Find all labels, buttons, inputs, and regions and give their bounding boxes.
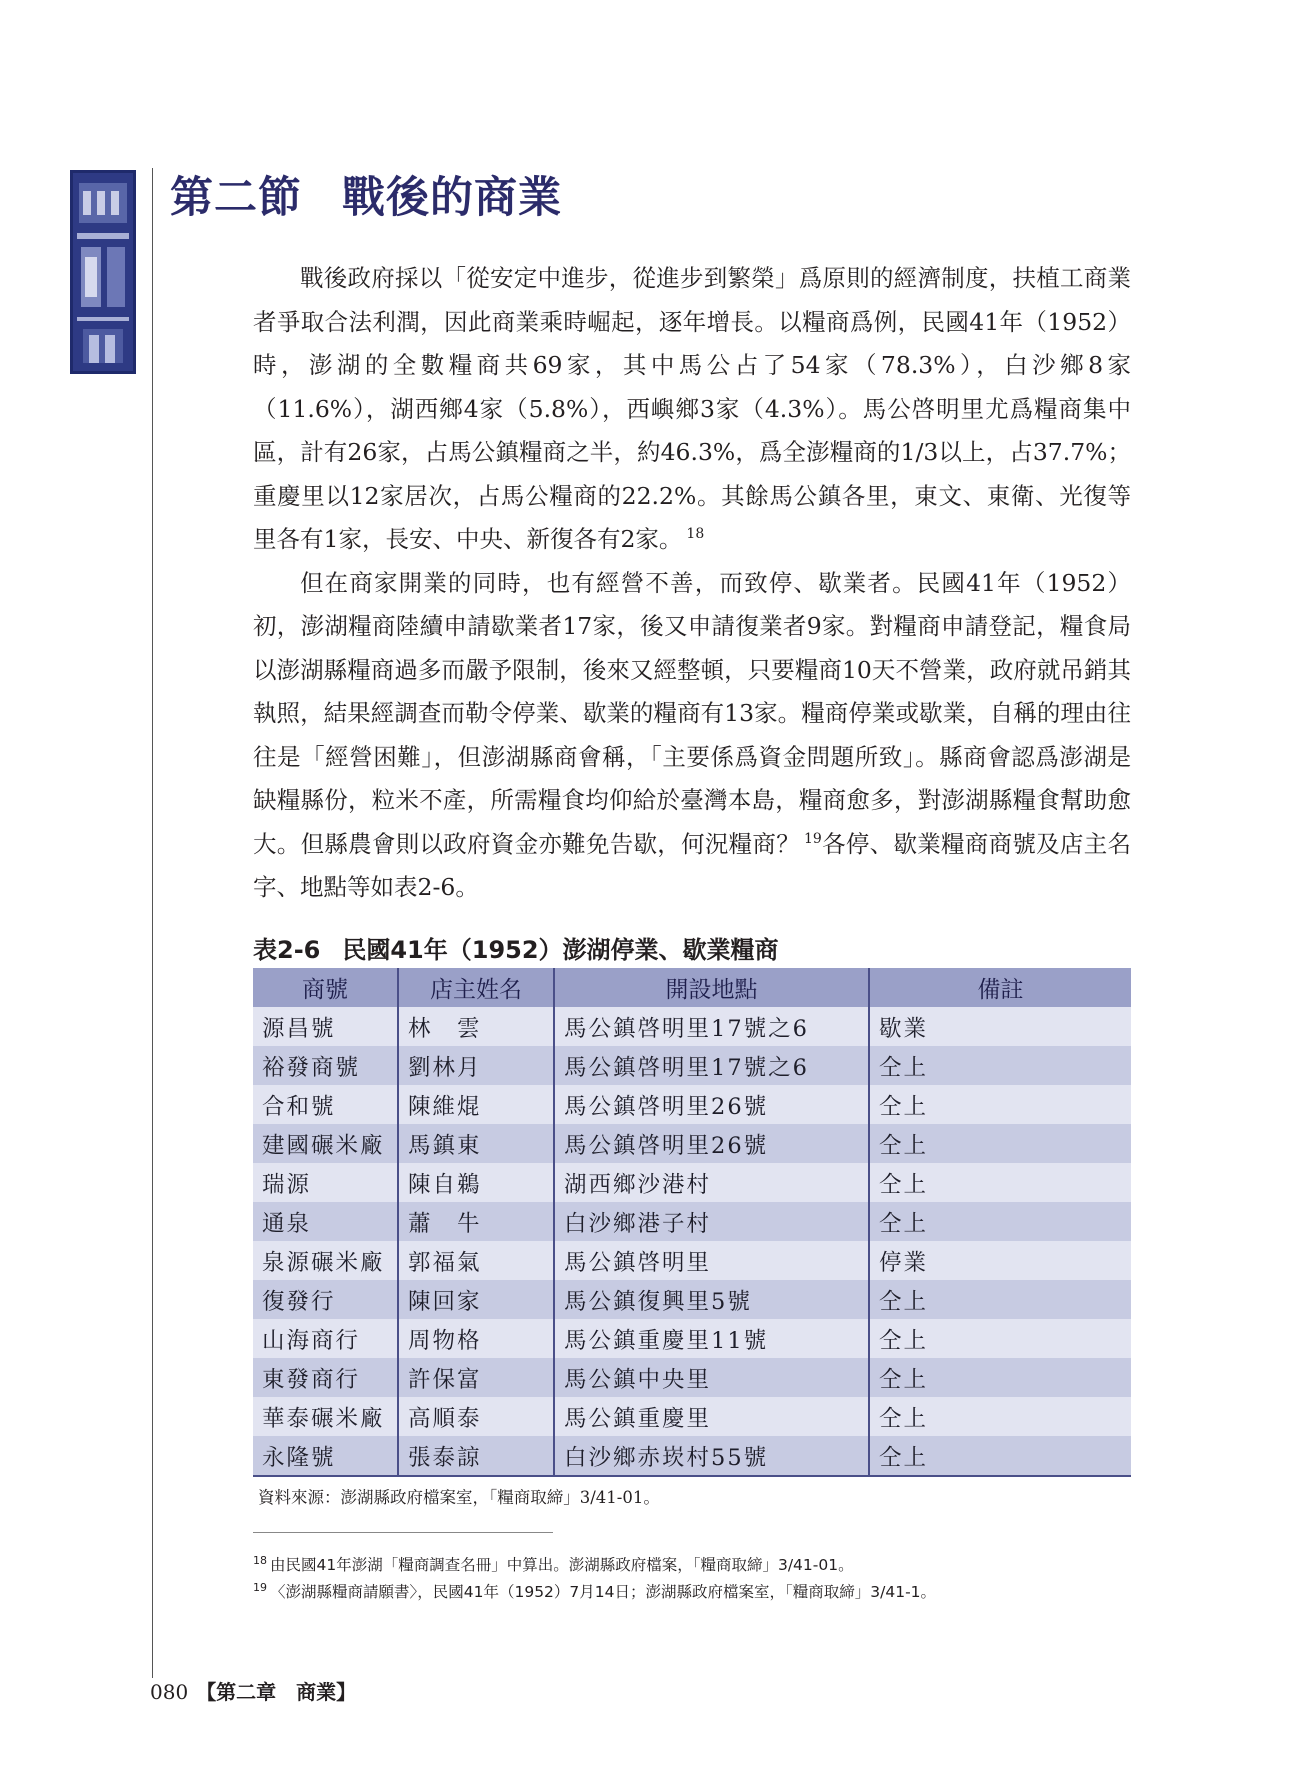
page-number: 080	[150, 1680, 189, 1704]
cell-location: 馬公鎮啓明里17號之6	[554, 1046, 869, 1085]
section-heading: 戰後的商業	[342, 173, 562, 223]
chapter-side-photo	[70, 170, 136, 374]
cell-remark: 仝上	[869, 1046, 1131, 1085]
table-row	[253, 1163, 1131, 1202]
cell-remark: 仝上	[869, 1085, 1131, 1124]
cell-shop: 東發商行	[253, 1358, 398, 1397]
header-remarks: 備註	[869, 968, 1131, 1007]
cell-remark: 停業	[869, 1241, 1131, 1280]
cell-owner: 許保富	[398, 1358, 554, 1397]
header-location: 開設地點	[554, 968, 869, 1007]
footnote-18	[253, 1553, 854, 1575]
cell-owner: 周物格	[398, 1319, 554, 1358]
paragraph-2-text-b: 各停、歇業糧商商號及店主名字、地點等如表2-6。	[253, 829, 1132, 901]
table-row	[253, 1085, 1131, 1124]
cell-location: 馬公鎮啓明里26號	[554, 1124, 869, 1163]
paragraph-2	[253, 562, 1131, 910]
table-row	[253, 1124, 1131, 1163]
header-owner-name: 店主姓名	[398, 968, 554, 1007]
table-row	[253, 1358, 1131, 1397]
cell-owner: 馬鎮東	[398, 1124, 554, 1163]
footnote-19-number: 19	[253, 1580, 267, 1594]
cell-owner: 陳維焜	[398, 1085, 554, 1124]
cell-remark: 仝上	[869, 1397, 1131, 1436]
cell-owner: 郭福氣	[398, 1241, 554, 1280]
cell-remark: 歇業	[869, 1007, 1131, 1046]
table-row	[253, 1436, 1131, 1476]
table-row	[253, 1202, 1131, 1241]
cell-remark: 仝上	[869, 1202, 1131, 1241]
cell-owner: 高順泰	[398, 1397, 554, 1436]
table-title: 民國41年（1952）澎湖停業、歇業糧商	[342, 936, 779, 964]
cell-shop: 復發行	[253, 1280, 398, 1319]
table-row	[253, 1319, 1131, 1358]
cell-remark: 仝上	[869, 1124, 1131, 1163]
cell-shop: 建國碾米廠	[253, 1124, 398, 1163]
paragraph-1	[253, 257, 1131, 562]
cell-location: 白沙鄉港子村	[554, 1202, 869, 1241]
cell-location: 馬公鎮重慶里	[554, 1397, 869, 1436]
cell-remark: 仝上	[869, 1319, 1131, 1358]
header-shop-name: 商號	[253, 968, 398, 1007]
table-source: 資料來源：澎湖縣政府檔案室，「糧商取締」3/41-01。	[258, 1488, 660, 1507]
table-number: 表2-6	[253, 936, 321, 964]
cell-shop: 通泉	[253, 1202, 398, 1241]
table-row	[253, 1046, 1131, 1085]
margin-rule	[152, 168, 153, 1678]
cell-shop: 源昌號	[253, 1007, 398, 1046]
cell-location: 馬公鎮啓明里	[554, 1241, 869, 1280]
cell-owner: 陳自鵜	[398, 1163, 554, 1202]
cell-remark: 仝上	[869, 1163, 1131, 1202]
section-title	[170, 164, 562, 225]
footnote-19	[253, 1580, 936, 1602]
cell-shop: 山海商行	[253, 1319, 398, 1358]
table-row	[253, 1241, 1131, 1280]
cell-shop: 永隆號	[253, 1436, 398, 1476]
cell-owner: 陳回家	[398, 1280, 554, 1319]
section-number: 第二節	[170, 173, 302, 223]
paragraph-2-text-a: 但在商家開業的同時，也有經營不善，而致停、歇業者。民國41年（1952）初，澎湖糧商陸續申請歇業者17家，後又申請復業者9家。對糧商申請登記，糧食局以澎湖縣糧商過多而嚴予限制，後來又經整頓，只要糧商10天不營業，政府就吊銷其執照，結果經調查而勒令停業、歇業的糧商有13家。糧商停業或歇業，自稱的理由往往是「經營困難」，但澎湖縣商會稱，「主要係爲資金問題所致」。縣商會認爲澎湖是缺糧縣份，粒米不產，所需糧食均仰給於臺灣本島，糧商愈多，對澎湖縣糧食幫助愈大。但縣農會則以政府資金亦難免告歇，何況糧商？	[253, 568, 1131, 858]
cell-shop: 裕發商號	[253, 1046, 398, 1085]
footnote-ref-19[interactable]: 19	[804, 830, 822, 847]
cell-shop: 泉源碾米廠	[253, 1241, 398, 1280]
cell-owner: 林 雲	[398, 1007, 554, 1046]
cell-shop: 華泰碾米廠	[253, 1397, 398, 1436]
body-text	[253, 257, 1131, 910]
table-row	[253, 1007, 1131, 1046]
shops-table	[253, 968, 1131, 1477]
cell-location: 白沙鄉赤崁村55號	[554, 1436, 869, 1476]
table-row	[253, 1397, 1131, 1436]
footnote-ref-18[interactable]: 18	[686, 526, 705, 543]
cell-remark: 仝上	[869, 1280, 1131, 1319]
footnote-18-text: 由民國41年澎湖「糧商調查名冊」中算出。澎湖縣政府檔案，「糧商取締」3/41-01。	[270, 1556, 854, 1574]
footnote-divider	[253, 1532, 553, 1533]
cell-location: 馬公鎮重慶里11號	[554, 1319, 869, 1358]
cell-location: 馬公鎮啓明里26號	[554, 1085, 869, 1124]
cell-owner: 劉林月	[398, 1046, 554, 1085]
table-caption	[253, 930, 779, 965]
cell-location: 馬公鎮復興里5號	[554, 1280, 869, 1319]
cell-location: 馬公鎮啓明里17號之6	[554, 1007, 869, 1046]
cell-owner: 蕭 牛	[398, 1202, 554, 1241]
cell-owner: 張泰諒	[398, 1436, 554, 1476]
chapter-label: 【第二章 商業】	[196, 1680, 357, 1704]
cell-location: 湖西鄉沙港村	[554, 1163, 869, 1202]
page-footer	[150, 1676, 356, 1705]
table-header-row	[253, 968, 1131, 1007]
cell-shop: 合和號	[253, 1085, 398, 1124]
footnote-19-text: 〈澎湖縣糧商請願書〉，民國41年（1952）7月14日；澎湖縣政府檔案室，「糧商取締」3/41-1。	[270, 1583, 937, 1601]
cell-remark: 仝上	[869, 1358, 1131, 1397]
table-row	[253, 1280, 1131, 1319]
cell-remark: 仝上	[869, 1436, 1131, 1476]
cell-location: 馬公鎮中央里	[554, 1358, 869, 1397]
cell-shop: 瑞源	[253, 1163, 398, 1202]
paragraph-1-text: 戰後政府採以「從安定中進步，從進步到繁榮」爲原則的經濟制度，扶植工商業者爭取合法利潤，因此商業乘時崛起，逐年增長。以糧商爲例，民國41年（1952）時，澎湖的全數糧商共69家，其中馬公占了54家（78.3%），白沙鄉8家（11.6%），湖西鄉4家（5.8%），西嶼鄉3家（4.3%）。馬公啓明里尤爲糧商集中區，計有26家，占馬公鎮糧商之半，約46.3%，爲全澎糧商的1/3以上，占37.7%；重慶里以12家居次，占馬公糧商的22.2%。其餘馬公鎮各里，東文、東衛、光復等里各有1家，長安、中央、新復各有2家。	[253, 264, 1131, 553]
footnote-18-number: 18	[253, 1553, 267, 1567]
